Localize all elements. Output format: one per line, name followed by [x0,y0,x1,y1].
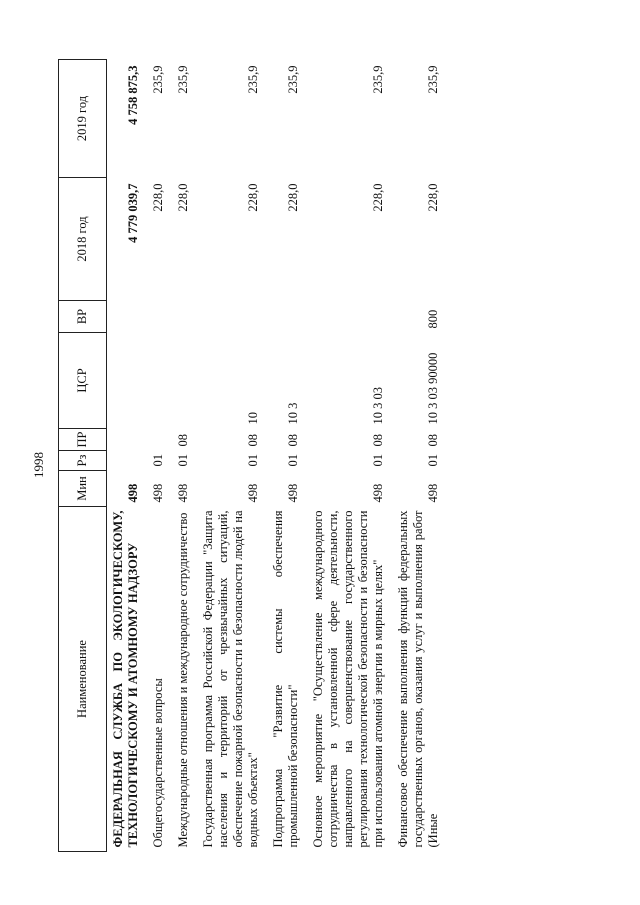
row-2019: 235,9 [246,65,260,94]
row-vr [147,301,172,333]
row-2018: 228,0 [371,183,385,212]
budget-table-page [58,60,598,852]
page-number [32,435,46,495]
row-min: 498 [126,483,140,503]
page-number-text: 1998 [31,452,46,478]
row-name: Финансовое обеспечение выполнения функций федеральных государственных органов, оказания услуг и выполнения работ (Иные [396,510,440,848]
row-csr: 10 3 [286,402,300,425]
table-header-row [59,60,107,852]
row-name: Международные отношения и международное сотрудничество [176,512,190,848]
row-rz: 01 [426,454,440,467]
row-csr [107,333,148,429]
header-csr: ЦСР [59,333,107,429]
header-name: Наименование [59,507,107,852]
row-2018: 228,0 [176,183,190,212]
row-csr [172,333,197,429]
table-row [172,60,197,852]
row-2018: 228,0 [151,183,165,212]
table-row [392,60,447,852]
header-min: Мин [59,471,107,507]
row-name: Государственная программа Российской Федерации "Защита населения и территорий от чрезвычайных ситуаций, обеспечение пожарной безопасности и безопасности людей на водных объектах" [201,510,260,848]
row-pr: 08 [176,434,190,447]
row-rz: 01 [151,454,165,467]
budget-table [58,59,447,852]
row-csr: 10 [246,412,260,425]
row-csr: 10 3 03 90000 [426,352,440,425]
row-rz: 01 [371,454,385,467]
row-csr [147,333,172,429]
row-2018: 4 779 039,7 [126,183,140,243]
row-vr [267,301,307,333]
row-rz: 01 [246,454,260,467]
row-rz: 01 [176,454,190,467]
row-2018: 228,0 [286,183,300,212]
header-pr: ПР [59,429,107,451]
row-2018: 228,0 [246,183,260,212]
row-2019: 235,9 [371,65,385,94]
row-min: 498 [151,483,165,503]
row-min: 498 [371,483,385,503]
row-pr: 08 [426,434,440,447]
row-rz: 01 [286,454,300,467]
row-name: ФЕДЕРАЛЬНАЯ СЛУЖБА ПО ЭКОЛОГИЧЕСКОМУ, ТЕХНОЛОГИЧЕСКОМУ И АТОМНОМУ НАДЗОРУ [111,510,140,848]
header-vr: ВР [59,301,107,333]
header-rz: Рз [59,451,107,471]
row-vr [107,301,148,333]
row-vr [172,301,197,333]
row-2018: 228,0 [426,183,440,212]
row-min: 498 [426,483,440,503]
row-vr [197,301,267,333]
table-row [307,60,392,852]
row-pr [147,429,172,451]
row-csr: 10 3 03 [371,387,385,425]
row-pr: 08 [286,434,300,447]
table-row [107,60,148,852]
row-2019: 235,9 [151,65,165,94]
table-row [267,60,307,852]
row-2019: 235,9 [426,65,440,94]
row-vr: 800 [426,309,440,329]
table-row [147,60,172,852]
row-min: 498 [176,483,190,503]
row-min: 498 [286,483,300,503]
row-min: 498 [246,483,260,503]
row-2019: 235,9 [286,65,300,94]
row-name: Общегосударственные вопросы [151,678,165,848]
row-pr [107,429,148,451]
row-name: Основное мероприятие "Осуществление международного сотрудничества в установленной сфере деятельности, направленного на совершенствование государственного регулирования технологической безопасности и безопасности при использовании атомной энергии в мирных целях" [311,510,385,848]
row-pr: 08 [371,434,385,447]
row-rz [107,451,148,471]
row-name: Подпрограмма "Развитие системы обеспечения промышленной безопасности" [271,510,300,848]
header-2018: 2018 год [59,178,107,301]
row-2019: 4 758 875,3 [126,65,140,125]
row-vr [307,301,392,333]
header-2019: 2019 год [59,60,107,178]
table-row [197,60,267,852]
row-2019: 235,9 [176,65,190,94]
row-pr: 08 [246,434,260,447]
